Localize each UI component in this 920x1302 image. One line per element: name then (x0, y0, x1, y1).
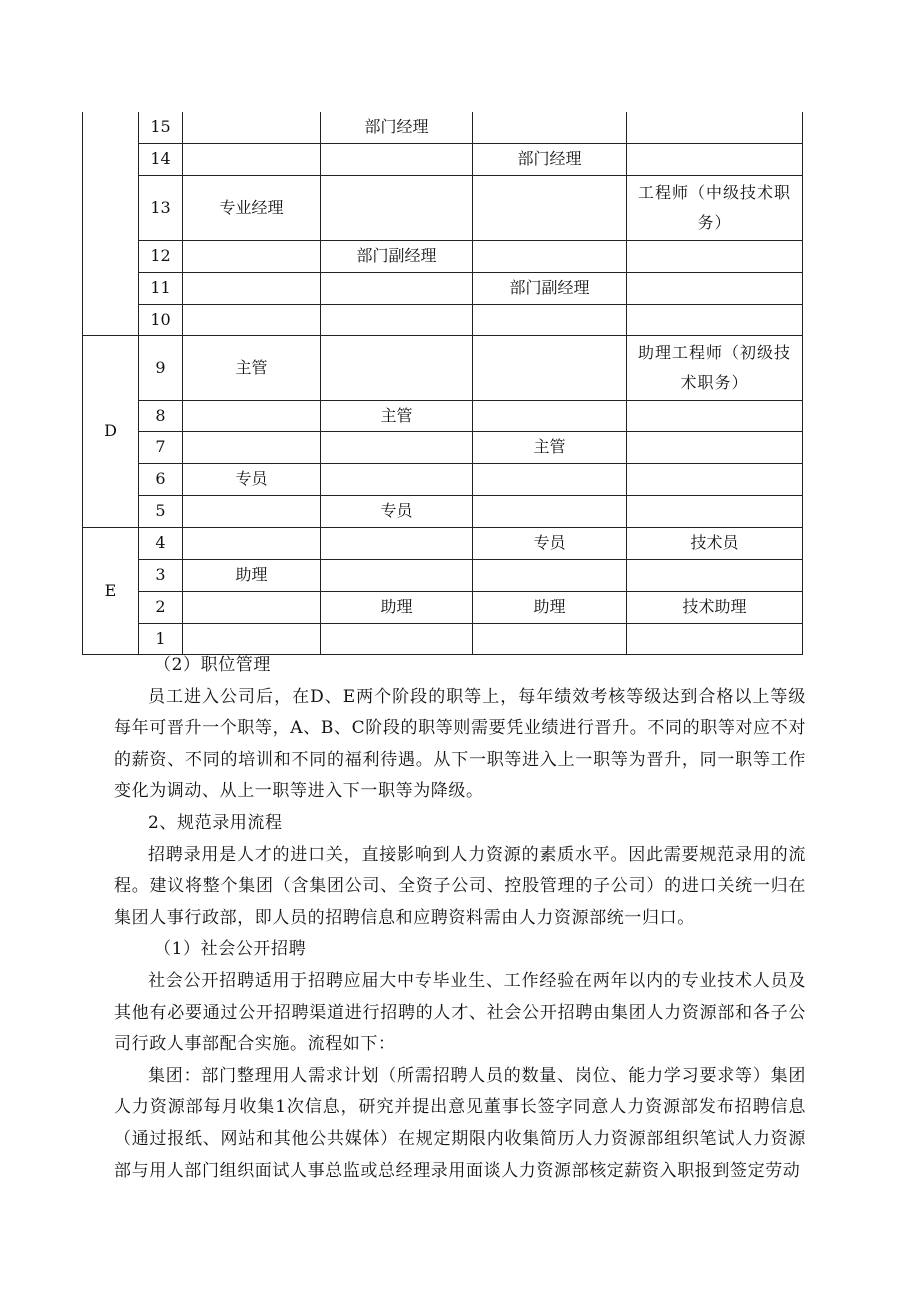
grade-cell: 6 (139, 463, 183, 495)
grade-cell: 10 (139, 304, 183, 335)
position-cell (473, 335, 627, 400)
position-cell (321, 463, 473, 495)
grade-cell: 7 (139, 431, 183, 463)
table-row (83, 304, 803, 335)
grade-cell: 11 (139, 272, 183, 304)
position-cell: 专员 (183, 463, 321, 495)
position-cell (473, 112, 627, 143)
position-cell (627, 463, 803, 495)
grade-cell: 13 (139, 175, 183, 240)
table-row (83, 112, 803, 143)
position-cell (627, 400, 803, 431)
table-row (83, 463, 803, 495)
grade-cell: 9 (139, 335, 183, 400)
table-row (83, 175, 803, 240)
table-row (83, 495, 803, 527)
position-cell: 助理 (321, 591, 473, 623)
position-cell: 技术助理 (627, 591, 803, 623)
paragraph: 员工进入公司后，在D、E两个阶段的职等上，每年绩效考核等级达到合格以上等级每年可晋升一个职等，A、B、C阶段的职等则需要凭业绩进行晋升。不同的职等对应不对的薪资、不同的培训和不同的福利待遇。从下一职等进入上一职等为晋升，同一职等工作变化为调动、从上一职等进入下一职等为降级。 (114, 686, 806, 802)
position-cell: 主管 (321, 400, 473, 431)
position-cell (321, 559, 473, 591)
table-row (83, 591, 803, 623)
position-cell (321, 335, 473, 400)
position-cell (183, 591, 321, 623)
grade-cell: 1 (139, 623, 183, 654)
table-row (83, 400, 803, 431)
grade-cell: 4 (139, 527, 183, 559)
paragraph: 招聘录用是人才的进口关，直接影响到人力资源的素质水平。因此需要规范录用的流程。建议将整个集团（含集团公司、全资子公司、控股管理的子公司）的进口关统一归在集团人事行政部，即人员的招聘信息和应聘资料需由人力资源部统一归口。 (114, 844, 806, 928)
position-cell: 工程师（中级技术职务） (627, 175, 803, 240)
position-cell: 主管 (183, 335, 321, 400)
position-cell: 助理 (473, 591, 627, 623)
position-cell: 助理 (183, 559, 321, 591)
position-cell (321, 143, 473, 175)
grade-cell: 5 (139, 495, 183, 527)
position-cell (473, 559, 627, 591)
table-row (83, 143, 803, 175)
position-cell (627, 304, 803, 335)
table-row (83, 559, 803, 591)
position-cell: 专员 (321, 495, 473, 527)
grade-cell: 3 (139, 559, 183, 591)
position-cell (627, 495, 803, 527)
position-cell (627, 272, 803, 304)
paragraph: 社会公开招聘适用于招聘应届大中专毕业生、工作经验在两年以内的专业技术人员及其他有必要通过公开招聘渠道进行招聘的人才、社会公开招聘由集团人力资源部和各子公司行政人事部配合实施。流程如下： (114, 970, 806, 1055)
grade-cell: 8 (139, 400, 183, 431)
position-cell (627, 431, 803, 463)
stage-cell-c-continued (83, 112, 139, 335)
position-cell: 专业经理 (183, 175, 321, 240)
position-cell (183, 143, 321, 175)
position-cell: 专员 (473, 527, 627, 559)
section-heading-position-management: （2）职位管理 (154, 655, 272, 675)
table-row (83, 272, 803, 304)
table-row (83, 431, 803, 463)
position-cell (627, 559, 803, 591)
position-cell: 部门经理 (473, 143, 627, 175)
grade-cell: 14 (139, 143, 183, 175)
position-cell (627, 240, 803, 272)
grade-cell: 12 (139, 240, 183, 272)
position-cell: 部门副经理 (321, 240, 473, 272)
position-cell: 技术员 (627, 527, 803, 559)
position-cell (183, 240, 321, 272)
position-cell (321, 304, 473, 335)
document-body (114, 650, 806, 1187)
position-cell (183, 527, 321, 559)
stage-cell-e: E (83, 527, 139, 654)
position-cell: 部门经理 (321, 112, 473, 143)
job-grade-table (82, 112, 803, 655)
position-cell (321, 431, 473, 463)
position-cell: 主管 (473, 431, 627, 463)
position-cell (627, 112, 803, 143)
grade-cell: 15 (139, 112, 183, 143)
position-cell (627, 143, 803, 175)
position-cell (473, 240, 627, 272)
position-cell (321, 175, 473, 240)
grade-cell: 2 (139, 591, 183, 623)
position-cell (183, 304, 321, 335)
position-cell (183, 431, 321, 463)
position-cell (473, 400, 627, 431)
table-row (83, 335, 803, 400)
position-cell (183, 400, 321, 431)
paragraph: 集团：部门整理用人需求计划（所需招聘人员的数量、岗位、能力学习要求等）集团人力资源部每月收集1次信息，研究并提出意见董事长签字同意人力资源部发布招聘信息（通过报纸、网站和其他公共媒体）在规定期限内收集简历人力资源部组织笔试人力资源部与用人部门组织面试人事总监或总经理录用面谈人力资源部核定薪资入职报到签定劳动 (114, 1065, 806, 1181)
stage-cell-d: D (83, 335, 139, 527)
position-cell (321, 527, 473, 559)
table-row (83, 527, 803, 559)
position-cell (473, 175, 627, 240)
table-row (83, 240, 803, 272)
position-cell (321, 272, 473, 304)
position-cell (473, 463, 627, 495)
position-cell: 部门副经理 (473, 272, 627, 304)
position-cell (183, 495, 321, 527)
section-heading-hiring-process: 2、规范录用流程 (148, 812, 283, 833)
position-cell (183, 272, 321, 304)
position-cell: 助理工程师（初级技术职务） (627, 335, 803, 400)
position-cell (183, 112, 321, 143)
section-heading-public-recruitment: （1）社会公开招聘 (154, 939, 307, 960)
position-cell (473, 495, 627, 527)
position-cell (473, 304, 627, 335)
